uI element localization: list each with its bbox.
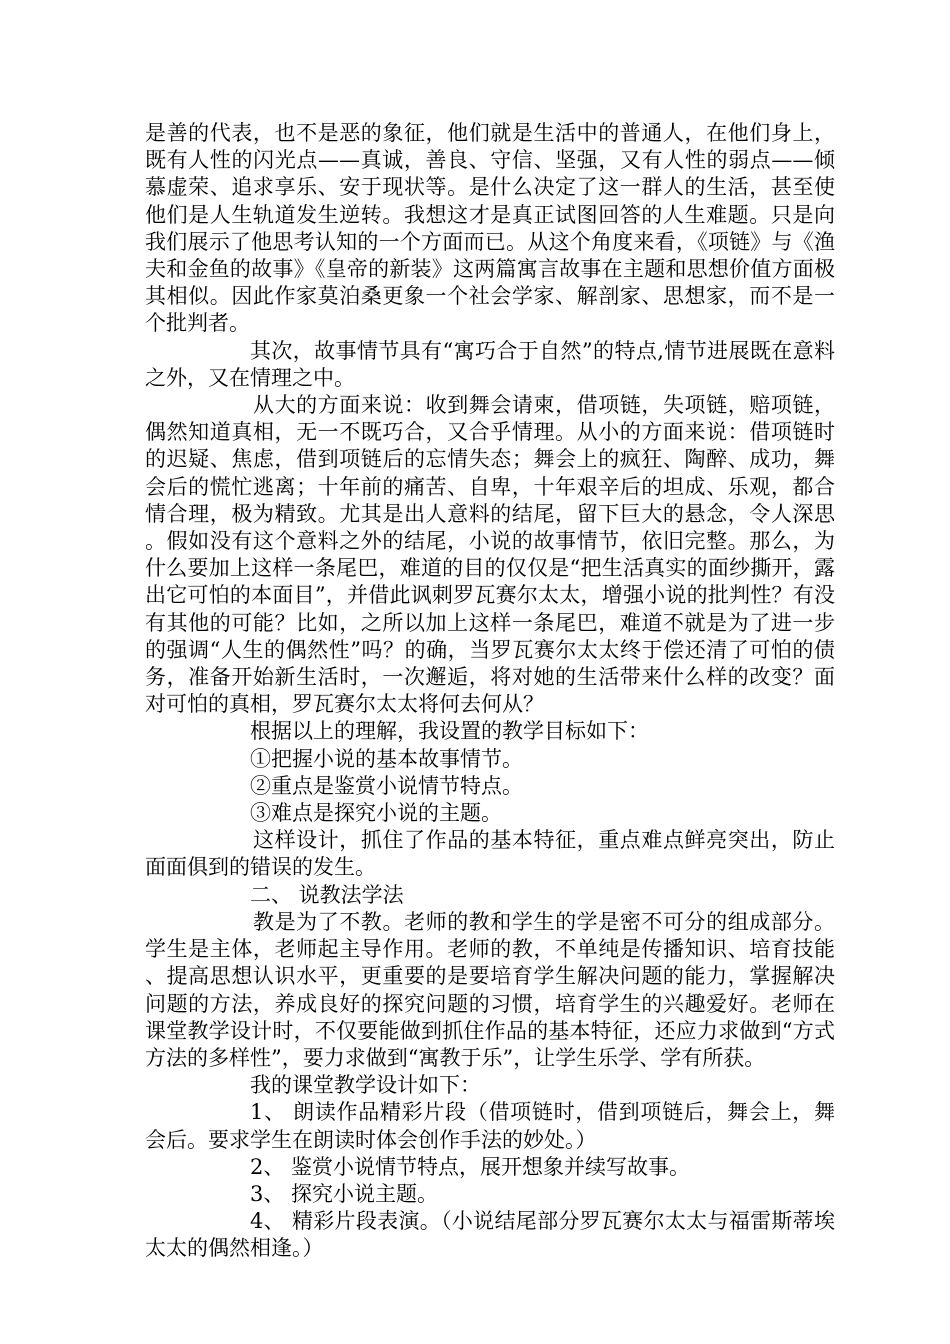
goal-item-2: ②重点是鉴赏小说情节特点。 [250, 773, 523, 798]
paragraph-goals-intro: 根据以上的理解，我设置的教学目标如下： [250, 719, 649, 744]
paragraph-plot-analysis: 从大的方面来说：收到舞会请柬，借项链，失项链，赔项链，偶然知道真相，无一不既巧合，又合乎情理。从小的方面来说：借项链时的迟疑、焦虑，借到项链后的忘情失态；舞会上的疯狂、陶醉、成功，舞会后的慌忙逃离；十年前的痛苦、自卑，十年艰辛后的坦成、乐观，都合情合理，极为精致。尤其是出人意料的结尾，留下巨大的悬念，令人深思。假如没有这个意料之外的结尾，小说的故事情节，依旧完整。那么，为什么要加上这样一条尾巴，难道的目的仅仅是“把生活真实的面纱撕开，露出它可怕的本面目”，并借此讽刺罗瓦赛尔太太，增强小说的批判性？有没有其他的可能？比如，之所以加上这样一条尾巴，难道不就是为了进一步的强调“人生的偶然性”吗？的确，当罗瓦赛尔太太终于偿还清了可怕的债务，准备开始新生活时，一次邂逅，将对她的生活带来什么样的改变？面对可怕的真相，罗瓦赛尔太太将何去何从？ [145, 393, 835, 717]
paragraph-methods: 教是为了不教。老师的教和学生的学是密不可分的组成部分。学生是主体，老师起主导作用。老师的教，不单纯是传播知识、培育技能、提高思想认识水平，更重要的是要培育学生解决问题的能力，掌握解决问题的方法，养成良好的探究问题的习惯，培育学生的兴趣爱好。老师在课堂教学设计时，不仅要能做到抓住作品的基本特征，还应力求做到“方式方法的多样性”，要力求做到“寓教于乐”，让学生乐学、学有所获。 [145, 909, 835, 1070]
paragraph-design-intro: 我的课堂教学设计如下： [250, 1073, 481, 1098]
paragraph-plot-feature: 其次，故事情节具有“寓巧合于自然”的特点,情节进展既在意料之外，又在情理之中。 [145, 338, 835, 390]
section-heading-methods: 二、 说教法学法 [250, 882, 404, 907]
goal-item-3: ③难点是探究小说的主题。 [250, 801, 502, 826]
design-step-3: 3、 探究小说主题。 [250, 1181, 439, 1206]
paragraph-design-summary: 这样设计，抓住了作品的基本特征，重点难点鲜亮突出，防止面面俱到的错误的发生。 [145, 828, 835, 880]
design-step-1: 1、 朗读作品精彩片段（借项链时，借到项链后，舞会上，舞会后。要求学生在朗读时体会创作手法的妙处。） [145, 1100, 835, 1152]
design-step-2: 2、 鉴赏小说情节特点，展开想象并续写故事。 [250, 1154, 691, 1179]
design-step-4: 4、 精彩片段表演。（小说结尾部分罗瓦赛尔太太与福雷斯蒂埃太太的偶然相逢。） [145, 1209, 835, 1261]
paragraph-characters: 是善的代表，也不是恶的象征，他们就是生活中的普通人，在他们身上，既有人性的闪光点——真诚，善良、守信、坚强，又有人性的弱点——倾慕虚荣、追求享乐、安于现状等。是什么决定了这一群人的生活，甚至使他们是人生轨道发生逆转。我想这才是真正试图回答的人生难题。只是向我们展示了他思考认知的一个方面而已。从这个角度来看，《项链》与《渔夫和金鱼的故事》《皇帝的新装》这两篇寓言故事在主题和思想价值方面极其相似。因此作家莫泊桑更象一个社会学家、解剖家、思想家，而不是一个批判者。 [145, 121, 835, 336]
goal-item-1: ①把握小说的基本故事情节。 [250, 746, 523, 771]
document-body [145, 120, 835, 1263]
